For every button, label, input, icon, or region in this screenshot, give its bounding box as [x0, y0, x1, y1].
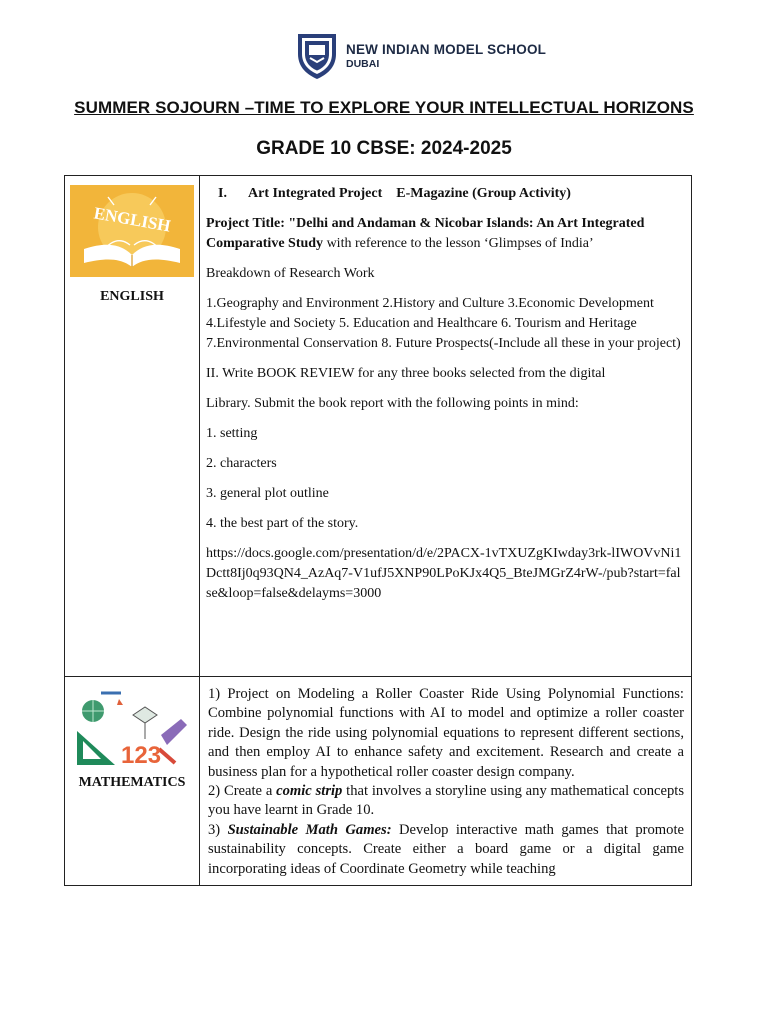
math-item-3: 3) Sustainable Math Games: Develop interactive math games that promote sustainability concepts. Create either a board game or a digital game incorporating ideas of Coordinate Geometry while teaching	[208, 821, 684, 877]
subject-cell-mathematics	[65, 677, 200, 886]
math-item-2: 2) Create a comic strip that involves a storyline using any mathematical concepts you have learnt in Grade 10.	[208, 783, 684, 819]
presentation-link[interactable]: https://docs.google.com/presentation/d/e/2PACX-1vTXUZgKIwday3rk-lIWOVvNi1Dctt8Ij0q93QN4_AzAq7-V1ufJ5XNP90LPoKJx4Q5_BteJMGrZ4rW-/pub?start=false&loop=false&delayms=3000	[206, 546, 682, 601]
school-crest-logo	[296, 32, 338, 80]
content-cell-mathematics	[200, 677, 692, 886]
breakdown-label: Breakdown of Research Work	[206, 266, 375, 281]
page-title: SUMMER SOJOURN –TIME TO EXPLORE YOUR INTELLECTUAL HORIZONS	[74, 98, 694, 117]
school-name: NEW INDIAN MODEL SCHOOL	[346, 41, 547, 57]
table-row-english	[65, 176, 692, 677]
book-review-line1: II. Write BOOK REVIEW for any three books selected from the digital	[206, 366, 606, 381]
review-point: 1. setting	[206, 426, 258, 441]
project-title	[206, 214, 684, 254]
grade-title: GRADE 10 CBSE: 2024-2025	[256, 138, 512, 159]
heading-project: Art Integrated Project	[248, 186, 383, 201]
svg-text:123: 123	[121, 742, 162, 769]
review-point: 4. the best part of the story.	[206, 516, 359, 531]
content-cell-english	[200, 176, 692, 677]
review-point: 2. characters	[206, 456, 277, 471]
subject-label-mathematics: MATHEMATICS	[78, 775, 186, 790]
project-title-rest: with reference to the lesson ‘Glimpses of India’	[323, 236, 594, 251]
school-city: DUBAI	[346, 57, 380, 70]
subject-cell-english	[65, 176, 200, 677]
math-item-1: 1) Project on Modeling a Roller Coaster Ride Using Polynomial Functions: Combine polynomial functions with AI to model and optimize a roller coaster ride. Design the ride using polynomial equations to represent different sections, and then employ AI to enhance safety and excitement. Research and create a business plan for a hypothetical roller coaster design company.	[208, 686, 684, 780]
english-heading	[206, 184, 684, 204]
heading-activity: E-Magazine (Group Activity)	[396, 186, 571, 201]
math-shapes-icon	[71, 685, 193, 769]
research-topics: 1.Geography and Environment 2.History and Culture 3.Economic Development 4.Lifestyle and Society 5. Education and Healthcare 6. Tourism and Heritage 7.Environmental Conservation 8. Future Prospects(-Include all these in your project)	[206, 296, 681, 351]
table-row-mathematics	[65, 677, 692, 886]
school-header	[296, 32, 546, 80]
project-title-bold: Project Title: "Delhi and Andaman & Nicobar Islands: An Art Integrated Comparative Study	[206, 216, 645, 251]
heading-number: I.	[218, 186, 227, 201]
comic-strip-emphasis: comic strip	[276, 783, 343, 800]
book-review-line2: Library. Submit the book report with the following points in mind:	[206, 396, 579, 411]
math-games-emphasis: Sustainable Math Games:	[227, 821, 392, 838]
english-book-icon	[70, 185, 194, 277]
review-point: 3. general plot outline	[206, 486, 329, 501]
subjects-table	[64, 175, 692, 886]
svg-text:ENGLISH: ENGLISH	[92, 203, 173, 236]
subject-label-english: ENGLISH	[100, 289, 164, 304]
